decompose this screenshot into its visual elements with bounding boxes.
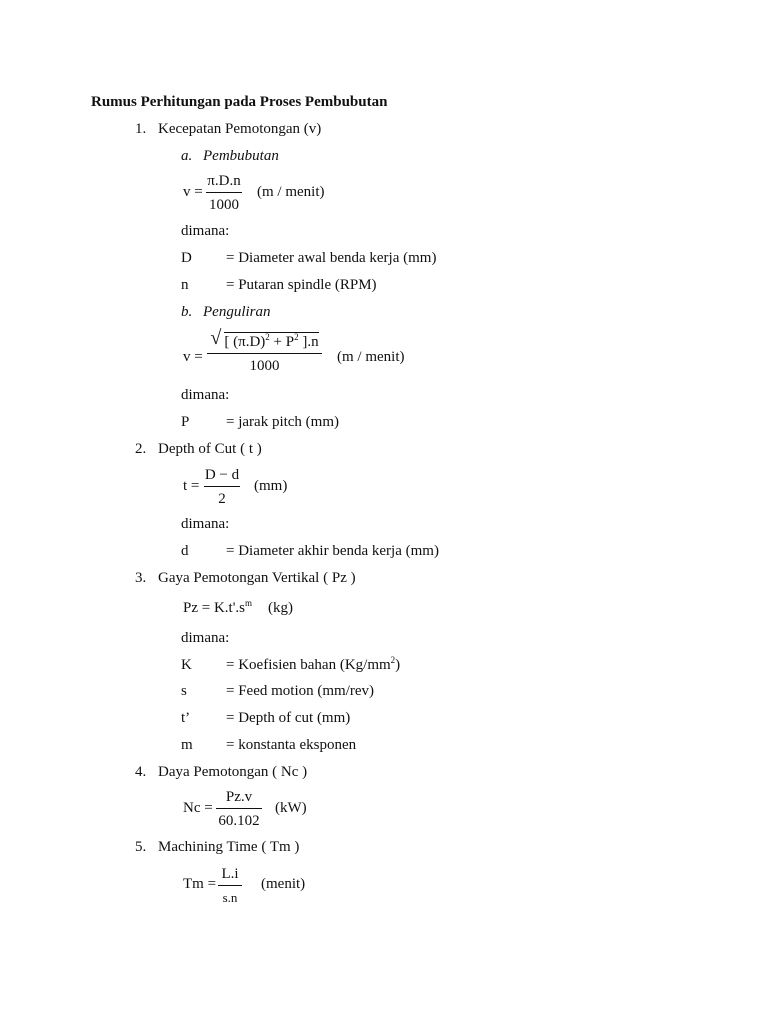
def-symbol: n (181, 277, 189, 293)
formula-t-denominator: 2 (218, 491, 226, 507)
def-symbol: d (181, 543, 189, 559)
formula-tm-fraction (218, 867, 242, 904)
item-number-4: 4. (135, 764, 147, 780)
formula-v1-lhs: v = (183, 184, 203, 200)
formula-t-lhs: t = (183, 478, 200, 494)
formula-pz-unit: (kg) (268, 600, 293, 616)
item-heading-4: Daya Pemotongan ( Nc ) (158, 764, 308, 780)
formula-nc-numerator: Pz.v (225, 789, 253, 805)
dimana-label: dimana: (181, 387, 230, 403)
def-symbol: P (181, 414, 190, 430)
def-symbol: D (181, 250, 192, 266)
document-title: Rumus Perhitungan pada Proses Pembubutan (91, 94, 388, 110)
formula-v1-unit: (m / menit) (257, 184, 325, 200)
formula-nc-denominator: 60.102 (218, 813, 260, 829)
dimana-label: dimana: (181, 630, 230, 646)
formula-pz: $Pz = K.t'.s^m$ (183, 598, 253, 616)
fraction-bar (216, 808, 262, 809)
sub-letter-b: b. (181, 304, 193, 320)
formula-v2-fraction (207, 327, 322, 374)
formula-tm-denominator: s.n (222, 890, 238, 905)
def-description: = Diameter awal benda kerja (mm) (226, 250, 437, 266)
formula-nc-fraction (216, 790, 262, 829)
def-symbol: K (181, 657, 192, 673)
sub-heading-b: Penguliran (203, 304, 271, 320)
radical-sign-icon: √ (210, 327, 222, 349)
formula-v2-numerator (207, 327, 322, 350)
item-number-3: 3. (135, 570, 147, 586)
item-number-2: 2. (135, 441, 147, 457)
item-number-1: 1. (135, 121, 147, 137)
def-symbol: t’ (181, 710, 191, 726)
square-root (210, 327, 319, 350)
def-description: = Koefisien bahan $(Kg/mm^2)$ (226, 655, 401, 673)
item-heading-3: Gaya Pemotongan Vertikal ( Pz ) (158, 570, 356, 586)
formula-v2-denominator: 1000 (249, 358, 280, 374)
fraction-bar (207, 353, 322, 354)
formula-tm-lhs: Tm = (183, 876, 217, 892)
formula-t-fraction (204, 468, 240, 507)
def-symbol: m (181, 737, 193, 753)
def-description: = konstanta eksponen (226, 737, 357, 753)
def-description: = jarak pitch (mm) (226, 414, 340, 430)
def-symbol: s (181, 683, 187, 699)
item-number-5: 5. (135, 839, 147, 855)
formula-v1-fraction (206, 174, 242, 213)
item-heading-5: Machining Time ( Tm ) (158, 839, 300, 855)
fraction-bar (204, 486, 240, 487)
formula-v2-lhs: v = (183, 349, 203, 365)
formula-nc-unit: (kW) (275, 800, 307, 816)
formula-tm-unit: (menit) (261, 876, 306, 892)
sub-letter-a: a. (181, 148, 193, 164)
def-description: = Feed motion (mm/rev) (226, 683, 375, 699)
dimana-label: dimana: (181, 223, 230, 239)
fraction-bar (206, 192, 242, 193)
item-heading-1: Kecepatan Pemotongan (v) (158, 121, 322, 137)
formula-v1-denominator: 1000 (209, 197, 239, 213)
formula-t-numerator: D − d (204, 467, 240, 483)
formula-v1-numerator: π.D.n (207, 173, 241, 189)
def-description: = Diameter akhir benda kerja (mm) (226, 543, 439, 559)
radicand: [ $(\pi.D)^2 + P^2$ ].n (224, 332, 319, 350)
dimana-label: dimana: (181, 516, 230, 532)
fraction-bar (218, 885, 242, 886)
formula-v2-unit: (m / menit) (337, 349, 405, 365)
def-description: = Depth of cut (mm) (226, 710, 351, 726)
formula-nc-lhs: Nc = (183, 800, 213, 816)
item-heading-2: Depth of Cut ( t ) (158, 441, 262, 457)
sub-heading-a: Pembubutan (203, 148, 279, 164)
formula-tm-numerator: L.i (221, 866, 239, 882)
formula-t-unit: (mm) (254, 478, 288, 494)
def-description: = Putaran spindle (RPM) (226, 277, 377, 293)
